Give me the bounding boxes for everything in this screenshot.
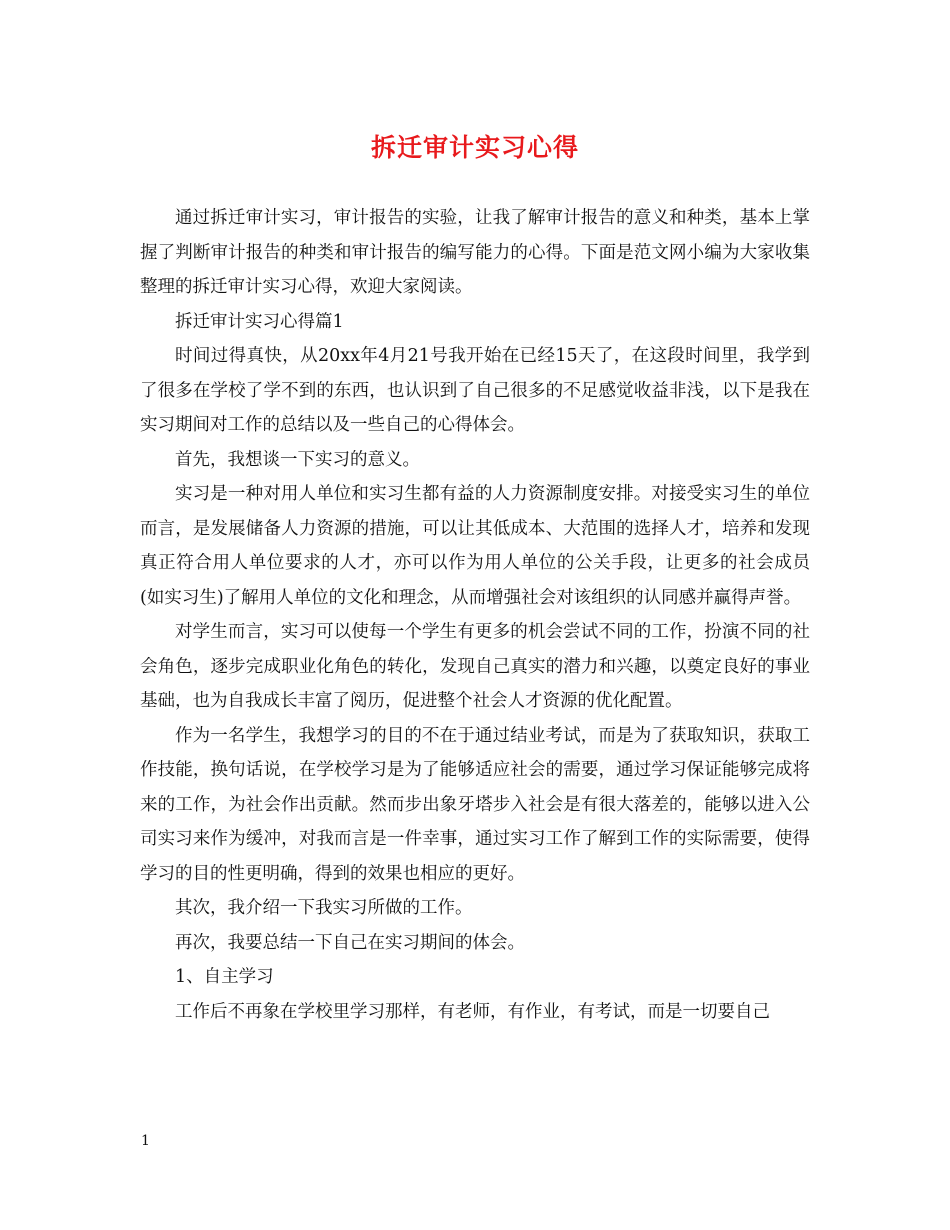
document-title: 拆迁审计实习心得 — [370, 133, 579, 162]
paragraph: 工作后不再象在学校里学习那样，有老师，有作业，有考试，而是一切要自己 — [175, 1001, 770, 1022]
paragraph: 再次，我要总结一下自己在实习期间的体会。 — [175, 932, 525, 953]
paragraph: 对学生而言，实习可以使每一个学生有更多的机会尝试不同的工作，扮演不同的社会角色，逐步完成职业化角色的转化，发现自己真实的潜力和兴趣，以奠定良好的事业基础，也为自我成长丰富了阅历，促进整个社会人才资源的优化配置。 — [140, 622, 810, 711]
paragraph: 首先，我想谈一下实习的意义。 — [175, 449, 420, 470]
section-heading: 拆迁审计实习心得篇1 — [175, 311, 344, 332]
paragraph: 实习是一种对用人单位和实习生都有益的人力资源制度安排。对接受实习生的单位而言，是发展储备人力资源的措施，可以让其低成本、大范围的选择人才，培养和发现真正符合用人单位要求的人才，亦可以作为用人单位的公关手段，让更多的社会成员(如实习生)了解用人单位的文化和理念，从而增强社会对该组织的认同感并赢得声誉。 — [140, 484, 810, 608]
paragraph-intro: 通过拆迁审计实习，审计报告的实验，让我了解审计报告的意义和种类，基本上掌握了判断审计报告的种类和审计报告的编写能力的心得。下面是范文网小编为大家收集整理的拆迁审计实习心得，欢迎大家阅读。 — [140, 208, 810, 297]
document-body — [140, 201, 810, 1029]
page-number: 1 — [141, 1133, 150, 1149]
paragraph: 时间过得真快，从20xx年4月21号我开始在已经15天了，在这段时间里，我学到了很多在学校了学不到的东西，也认识到了自己很多的不足感觉收益非浅，以下是我在实习期间对工作的总结以及一些自己的心得体会。 — [140, 346, 810, 435]
subheading: 1、自主学习 — [175, 967, 274, 987]
paragraph: 作为一名学生，我想学习的目的不在于通过结业考试，而是为了获取知识，获取工作技能，换句话说，在学校学习是为了能够适应社会的需要，通过学习保证能够完成将来的工作，为社会作出贡献。然而步出象牙塔步入社会是有很大落差的，能够以进入公司实习来作为缓冲，对我而言是一件幸事，通过实习工作了解到工作的实际需要，使得学习的目的性更明确，得到的效果也相应的更好。 — [140, 725, 810, 884]
paragraph: 其次，我介绍一下我实习所做的工作。 — [175, 898, 473, 918]
